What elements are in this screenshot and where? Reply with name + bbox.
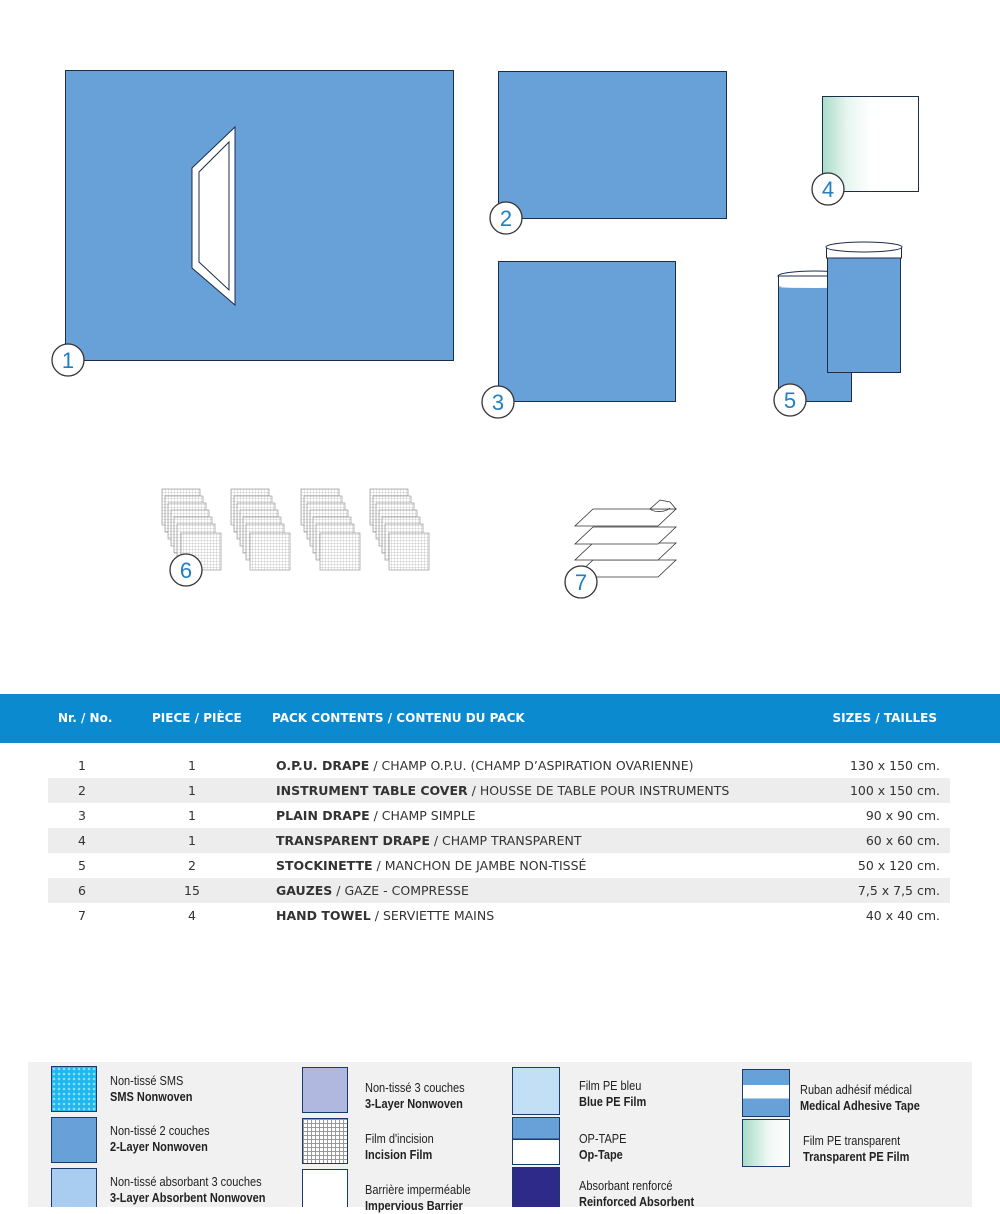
medical-adhesive-tape-swatch (742, 1069, 790, 1117)
number-badge-6 (170, 554, 202, 586)
impervious-barrier-swatch (302, 1169, 348, 1207)
number-badge-2 (490, 202, 522, 234)
stockinette-figure (778, 242, 902, 402)
legend-three-layer: Non-tissé 3 couches 3-Layer Nonwoven (365, 1081, 465, 1111)
incision-film-swatch (302, 1118, 348, 1164)
number-badge-3 (482, 386, 514, 418)
op-tape-swatch (512, 1117, 560, 1165)
legend-two-layer: Non-tissé 2 couches 2-Layer Nonwoven (110, 1124, 210, 1154)
legend-blue-pe: Film PE bleu Blue PE Film (579, 1079, 647, 1109)
table-row: 2 1 INSTRUMENT TABLE COVER / HOUSSE DE TABLE POUR INSTRUMENTS 100 x 150 cm. (48, 778, 950, 803)
number-badge-5 (774, 384, 806, 416)
gauzes-figure (162, 489, 429, 570)
sms-nonwoven-swatch (51, 1066, 97, 1112)
blue-pe-film-swatch (512, 1067, 560, 1115)
absorbent-nonwoven-swatch (51, 1168, 97, 1207)
legend-incision: Film d'incision Incision Film (365, 1132, 434, 1162)
number-badge-4 (812, 173, 844, 205)
material-legend (28, 1062, 972, 1213)
instrument-table-cover-figure (499, 72, 727, 219)
table-header (0, 694, 1000, 743)
hand-towel-figure (575, 500, 676, 577)
two-layer-nonwoven-swatch (51, 1117, 97, 1163)
transparent-pe-film-swatch (742, 1119, 790, 1167)
table-row: 7 4 HAND TOWEL / SERVIETTE MAINS 40 x 40 cm. (78, 908, 940, 923)
reinforced-absorbent-swatch (512, 1167, 560, 1207)
table-row: 1 1 O.P.U. DRAPE / CHAMP O.P.U. (CHAMP D’ASPIRATION OVARIENNE) 130 x 150 cm. (78, 758, 940, 773)
legend-reinforced: Absorbant renforcé Reinforced Absorbent (579, 1179, 695, 1209)
number-badge-7 (565, 566, 597, 598)
legend-optape: OP-TAPE Op-Tape (579, 1132, 627, 1162)
header-contents: PACK CONTENTS / CONTENU DU PACK (272, 711, 525, 725)
table-row: 5 2 STOCKINETTE / MANCHON DE JAMBE NON-TISSÉ 50 x 120 cm. (78, 858, 940, 873)
table-row: 6 15 GAUZES / GAZE - COMPRESSE 7,5 x 7,5 cm. (48, 878, 950, 903)
svg-text:1: 1 (61, 348, 75, 373)
svg-text:3: 3 (491, 390, 505, 415)
svg-text:4: 4 (821, 177, 835, 202)
table-row: 3 1 PLAIN DRAPE / CHAMP SIMPLE 90 x 90 cm. (78, 808, 940, 823)
svg-text:6: 6 (179, 558, 193, 583)
plain-drape-figure (499, 262, 676, 402)
number-badge-1 (52, 344, 84, 376)
svg-text:7: 7 (574, 570, 588, 595)
header-piece: PIECE / PIÈCE (152, 711, 242, 725)
three-layer-nonwoven-swatch (302, 1067, 348, 1113)
contents-table (48, 753, 950, 928)
svg-text:5: 5 (783, 388, 797, 413)
legend-absorbent: Non-tissé absorbant 3 couches 3-Layer Absorbent Nonwoven (110, 1175, 266, 1205)
svg-text:2: 2 (499, 206, 513, 231)
header-sizes: SIZES / TAILLES (832, 711, 937, 725)
table-row: 4 1 TRANSPARENT DRAPE / CHAMP TRANSPARENT 60 x 60 cm. (48, 828, 950, 853)
legend-adhesive: Ruban adhésif médical Medical Adhesive Tape (800, 1083, 920, 1113)
legend-impervious: Barrière imperméable Impervious Barrier (365, 1183, 471, 1213)
legend-transparent-pe: Film PE transparent Transparent PE Film (803, 1134, 910, 1164)
header-nr: Nr. / No. (58, 711, 113, 725)
opu-drape-figure (66, 71, 454, 361)
legend-sms: Non-tissé SMS SMS Nonwoven (110, 1074, 193, 1104)
